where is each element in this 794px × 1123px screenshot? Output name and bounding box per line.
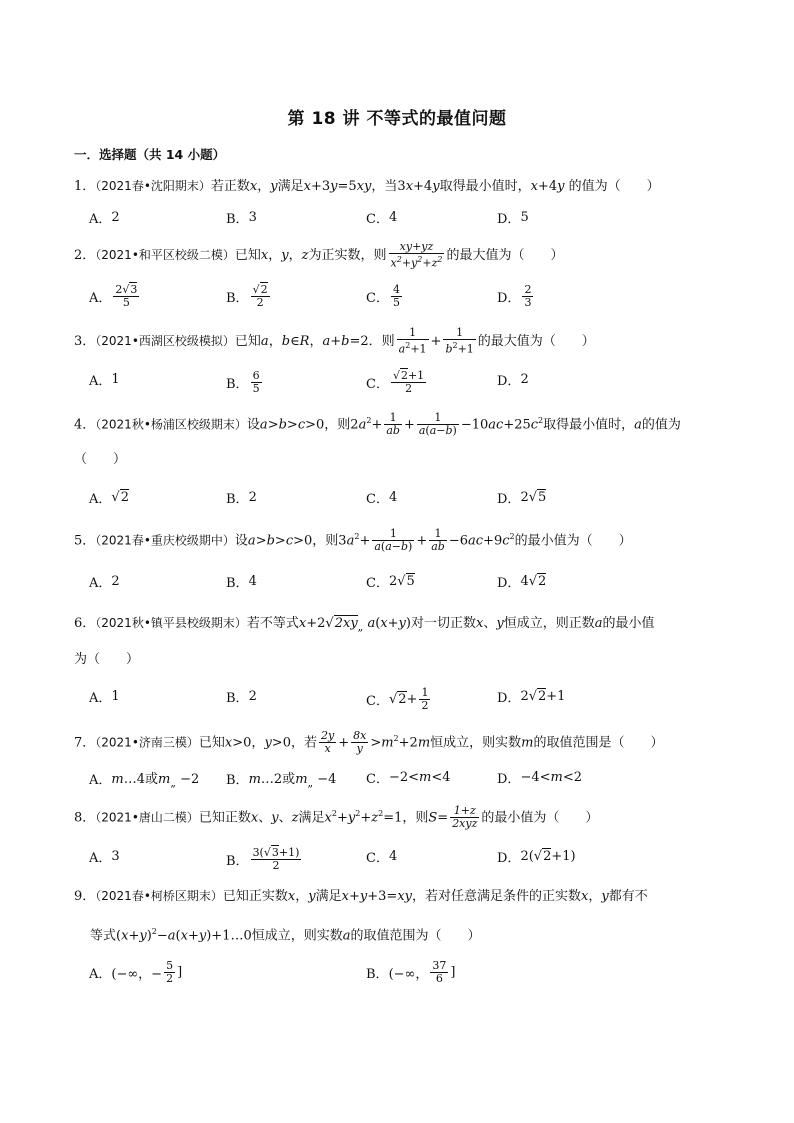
- options-5: [0, 572, 794, 594]
- option-c[interactable]: C． −2<m<4: [366, 770, 451, 787]
- option-b[interactable]: B． $\frac{3(√3+1)}{2}$: [226, 846, 300, 872]
- page-title: 第 18 讲 不等式的最值问题: [287, 109, 507, 129]
- question-7: 7．（2021•济南三模）已知x>0，y>0，若 $\frac{2y}{x}$ + $\frac{8x}{y}$ $>m^2+2m$恒成立，则实数m的取值范围是（ ）: [74, 729, 664, 756]
- option-b[interactable]: B． m…2或$m_„ -4$: [226, 772, 337, 790]
- option-d[interactable]: D． −4<m<2: [497, 770, 582, 787]
- question-5: 5．（2021春•重庆校级期中）设a>b>c>0，则$3a^2+$ $\frac{1}{a(a-b)}$ + $\frac{1}{ab}$ $-6ac+9c^2$的最小值为（ ）: [74, 527, 632, 554]
- options-3: [0, 369, 794, 395]
- option-c[interactable]: C． 4: [366, 210, 398, 227]
- option-a[interactable]: A． 3: [89, 849, 120, 866]
- question-4: 4．（2021秋•杨浦区校级期末）设a>b>c>0，则$2a^2+$ $\frac{1}{ab}$ + $\frac{1}{a(a-b)}$ $-10ac+25c^2$取得最小值时，a的值为: [74, 411, 681, 438]
- options-8: [0, 846, 794, 872]
- question-1: 1．（2021春•沈阳期末）若正数x，y满足x+3y=5xy，当3x+4y取得最小值时，x+4y 的值为（ ）: [74, 179, 660, 194]
- option-a[interactable]: A． 2: [89, 210, 120, 227]
- option-d[interactable]: D． $\frac{2}{3}$: [497, 283, 532, 309]
- question-6: 6．（2021秋•镇平县校级期末）若不等式$x+2√2xy_„$ a(x+y)对一切正数x、y恒成立，则正数a的最小值: [74, 616, 655, 634]
- option-a[interactable]: A． m…4或$m_„ -2$: [89, 772, 200, 790]
- question-3: 3．（2021•西湖区校级模拟）已知a，b∈R，a+b=2．则 $\frac{1}{a^2+1}$ + $\frac{1}{b^2+1}$ 的最大值为（ ）: [74, 326, 595, 356]
- option-d[interactable]: D． 2√2+1: [497, 689, 566, 706]
- options-1: [0, 208, 794, 230]
- option-b[interactable]: B． 4: [226, 574, 257, 591]
- options-4: [0, 488, 794, 510]
- question-4-cont: （ ）: [74, 452, 127, 467]
- section-heading: 一．选择题（共 14 小题）: [74, 147, 226, 162]
- option-c[interactable]: C． 4: [366, 490, 398, 507]
- option-d[interactable]: D． 2(√2+1): [497, 849, 576, 866]
- option-b[interactable]: B． $\frac{√2}{2}$: [226, 283, 268, 309]
- question-8: 8．（2021•唐山二模）已知正数x、y、z满足$x^2+y^2+z^2=1$，则S= $\frac{1+z}{\text{2xyz}}$ 的最小值为（ ）: [74, 804, 599, 831]
- options-9: [0, 960, 794, 988]
- question-6-cont: 为（ ）: [74, 652, 140, 667]
- option-b[interactable]: B． $\frac{6}{5}$: [226, 369, 260, 395]
- question-9: 9．（2021春•柯桥区期末）已知正实数x，y满足x+y+3=xy，若对任意满足条件的正实数x，y都有不: [74, 889, 648, 904]
- options-7: [0, 768, 794, 790]
- option-a[interactable]: A． √2: [89, 490, 129, 507]
- option-d[interactable]: D． 2√5: [497, 490, 547, 507]
- option-b[interactable]: B． (−∞， $\frac{37}{6}$ ]: [366, 959, 456, 985]
- option-c[interactable]: C． $\frac{√2+1}{2}$: [366, 369, 425, 395]
- option-a[interactable]: A． (−∞，− $\frac{5}{2}$ ]: [89, 959, 183, 985]
- option-d[interactable]: D． 4√2: [497, 574, 547, 591]
- options-6: [0, 686, 794, 712]
- options-2: [0, 283, 794, 309]
- question-9-cont: 等式$(x+y)^2-a(x+y)+1\dots 0$恒成立，则实数a的取值范围为（ ）: [90, 927, 481, 944]
- option-a[interactable]: A． 2: [89, 574, 120, 591]
- option-c[interactable]: C． √2+ $\frac{1}{2}$: [366, 686, 429, 712]
- option-a[interactable]: A． $\frac{2√3}{5}$: [89, 283, 138, 309]
- option-a[interactable]: A． 1: [89, 372, 120, 389]
- option-b[interactable]: B． 3: [226, 210, 257, 227]
- option-c[interactable]: C． 4: [366, 849, 398, 866]
- option-b[interactable]: B． 2: [226, 490, 257, 507]
- option-a[interactable]: A． 1: [89, 689, 120, 706]
- option-d[interactable]: D． 5: [497, 210, 529, 227]
- question-2: 2．（2021•和平区校级二模）已知x，y，z为正实数，则 $\frac{xy+yz}{x^2+y^2+z^2}$ 的最大值为（ ）: [74, 240, 564, 270]
- option-c[interactable]: C． $\frac{4}{5}$: [366, 283, 400, 309]
- option-d[interactable]: D． 2: [497, 372, 529, 389]
- option-c[interactable]: C． 2√5: [366, 574, 415, 591]
- option-b[interactable]: B． 2: [226, 689, 257, 706]
